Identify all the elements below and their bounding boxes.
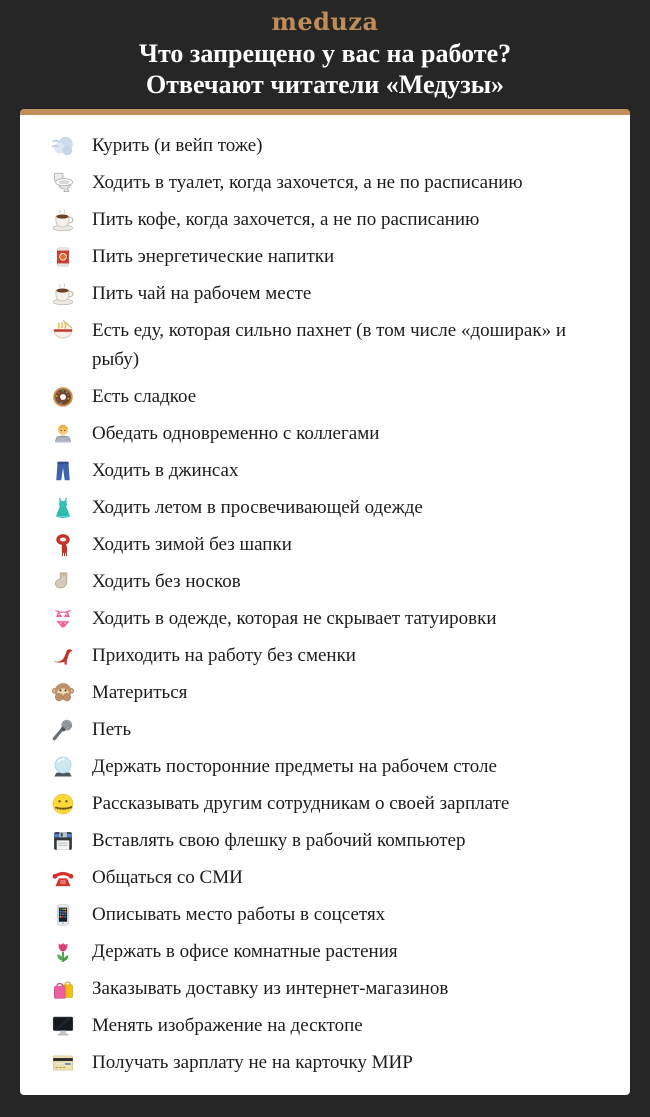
list-item-label: Ходить в туалет, когда захочется, а не по расписанию: [92, 172, 523, 193]
scarf-icon: [50, 532, 76, 558]
speak-no-evil-monkey-icon: [50, 680, 76, 706]
list-item-label: Менять изображение на десктопе: [92, 1015, 363, 1036]
answers-card: [20, 109, 630, 1095]
list-item-label: Описывать место работы в соцсетях: [92, 904, 386, 925]
coffee-cup-icon: [50, 207, 76, 233]
zipper-mouth-icon: [50, 791, 76, 817]
page-title: [0, 38, 650, 100]
list-item-label: Ходить в джинсах: [92, 460, 239, 481]
toilet-icon: [50, 170, 76, 196]
list-item: [50, 604, 602, 633]
jeans-icon: [50, 458, 76, 484]
list-item-label: Получать зарплату не на карточку МИР: [92, 1052, 413, 1073]
shopping-bags-icon: [50, 976, 76, 1002]
list-item-label: Материться: [92, 682, 188, 703]
list-item-label: Держать в офисе комнатные растения: [92, 941, 398, 962]
list-item: [50, 456, 602, 485]
list-item: [50, 715, 602, 744]
list-item: [50, 382, 602, 411]
list-item: [50, 826, 602, 855]
crystal-ball-icon: [50, 754, 76, 780]
donut-icon: [50, 384, 76, 410]
tulip-icon: [50, 939, 76, 965]
floppy-disk-icon: [50, 828, 76, 854]
list-item: [50, 863, 602, 892]
list-item: [50, 419, 602, 448]
smoke-icon: [50, 133, 76, 159]
list-item-label: Пить чай на рабочем месте: [92, 283, 312, 304]
list-item-label: Заказывать доставку из интернет-магазинов: [92, 978, 449, 999]
list-item: [50, 279, 602, 308]
dress-icon: [50, 495, 76, 521]
list-item: [50, 530, 602, 559]
list-item: [50, 900, 602, 929]
list-item-label: Есть сладкое: [92, 386, 197, 407]
list-item-label: Обедать одновременно с коллегами: [92, 423, 380, 444]
list-item: [50, 168, 602, 197]
list-item: [50, 1011, 602, 1040]
list-item-label: Пить кофе, когда захочется, а не по расписанию: [92, 209, 480, 230]
list-item-label: Есть еду, которая сильно пахнет (в том числе «доширак» и рыбу): [92, 320, 566, 370]
noodle-bowl-icon: [50, 318, 76, 344]
bikini-icon: [50, 606, 76, 632]
list-item-label: Вставлять свою флешку в рабочий компьютер: [92, 830, 466, 851]
header: [0, 0, 650, 100]
list-item: [50, 752, 602, 781]
list-item: [50, 131, 602, 160]
list-item-label: Ходить летом в просвечивающей одежде: [92, 497, 423, 518]
page-title-line2: Отвечают читатели «Медузы»: [145, 70, 505, 99]
technologist-icon: [50, 421, 76, 447]
credit-card-icon: [50, 1050, 76, 1076]
coffee-cup-icon: [50, 281, 76, 307]
list-item: [50, 567, 602, 596]
list-item: [50, 242, 602, 271]
list-item: [50, 316, 602, 374]
list-item-label: Рассказывать другим сотрудникам о своей зарплате: [92, 793, 510, 814]
list-item: [50, 974, 602, 1003]
high-heel-icon: [50, 643, 76, 669]
list-item-label: Приходить на работу без сменки: [92, 645, 356, 666]
list-item-label: Ходить зимой без шапки: [92, 534, 292, 555]
desktop-computer-icon: [50, 1013, 76, 1039]
list-item: [50, 493, 602, 522]
forbidden-list: [50, 131, 602, 1077]
list-item-label: Пить энергетические напитки: [92, 246, 335, 267]
meduza-logo: meduza: [271, 7, 379, 36]
list-item-label: Курить (и вейп тоже): [92, 135, 263, 156]
list-item-label: Держать посторонние предметы на рабочем столе: [92, 756, 497, 777]
list-item: [50, 205, 602, 234]
list-item: [50, 937, 602, 966]
list-item-label: Ходить без носков: [92, 571, 241, 592]
list-item-label: Петь: [92, 719, 132, 740]
page-title-line1: Что запрещено у вас на работе?: [138, 39, 512, 68]
list-item-label: Ходить в одежде, которая не скрывает татуировки: [92, 608, 497, 629]
list-item-label: Общаться со СМИ: [92, 867, 243, 888]
telephone-icon: [50, 865, 76, 891]
socks-icon: [50, 569, 76, 595]
mobile-phone-icon: [50, 902, 76, 928]
list-item: [50, 1048, 602, 1077]
list-item: [50, 641, 602, 670]
list-item: [50, 678, 602, 707]
canned-food-icon: [50, 244, 76, 270]
microphone-icon: [50, 717, 76, 743]
list-item: [50, 789, 602, 818]
